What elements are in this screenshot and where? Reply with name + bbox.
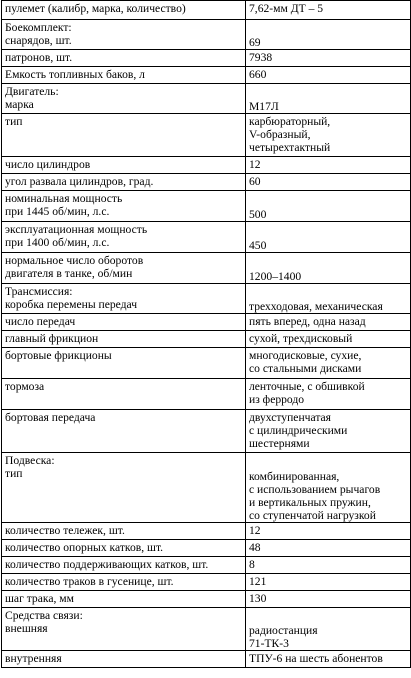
specs-table (1, 0, 411, 668)
row-label: бортовая передача (2, 410, 246, 453)
row-value: ленточные, с обшивкой из ферродо (246, 379, 411, 410)
table-row (2, 174, 411, 191)
row-label: количество тележек, шт. (2, 523, 246, 540)
table-row (2, 540, 411, 557)
table-row (2, 453, 411, 523)
table-row (2, 84, 411, 114)
table-row (2, 591, 411, 608)
row-label: Боекомплект: снарядов, шт. (2, 20, 246, 50)
row-label: главный фрикцион (2, 331, 246, 348)
row-value: двухступенчатая с цилиндрическими шестернями (246, 410, 411, 453)
row-value: радиостанция 71-ТК-3 (246, 608, 411, 651)
row-value: трехходовая, механическая (246, 284, 411, 314)
row-value: сухой, трехдисковый (246, 331, 411, 348)
row-label: Трансмиссия: коробка перемены передач (2, 284, 246, 314)
table-row (2, 67, 411, 84)
row-label: Емкость топливных баков, л (2, 67, 246, 84)
table-row (2, 523, 411, 540)
row-label: пулемет (калибр, марка, количество) (2, 1, 246, 20)
row-value: пять вперед, одна назад (246, 314, 411, 331)
table-row (2, 410, 411, 453)
row-value: 130 (246, 591, 411, 608)
table-row (2, 1, 411, 20)
row-value: 121 (246, 574, 411, 591)
row-label: внутренняя (2, 651, 246, 668)
table-row (2, 557, 411, 574)
row-label: номинальная мощность при 1445 об/мин, л.с. (2, 191, 246, 222)
row-label: эксплуатационная мощность при 1400 об/мин, л.с. (2, 222, 246, 253)
table-row (2, 191, 411, 222)
row-label: тормоза (2, 379, 246, 410)
row-value: 8 (246, 557, 411, 574)
row-label: количество траков в гусенице, шт. (2, 574, 246, 591)
row-label: количество поддерживающих катков, шт. (2, 557, 246, 574)
row-value: 7,62-мм ДТ – 5 (246, 1, 411, 20)
row-value: 12 (246, 157, 411, 174)
table-row (2, 331, 411, 348)
table-row (2, 608, 411, 651)
row-label: Средства связи: внешняя (2, 608, 246, 651)
row-label: нормальное число оборотов двигателя в танке, об/мин (2, 253, 246, 284)
row-value: 7938 (246, 50, 411, 67)
row-value: 1200–1400 (246, 253, 411, 284)
row-label: количество опорных катков, шт. (2, 540, 246, 557)
row-value: ТПУ-6 на шесть абонентов (246, 651, 411, 668)
row-value: многодисковые, сухие, со стальными дисками (246, 348, 411, 379)
row-value: комбинированная, с использованием рычагов и вертикальных пружин, со ступенчатой нагрузкой (246, 453, 411, 523)
row-label: число цилиндров (2, 157, 246, 174)
row-value: 450 (246, 222, 411, 253)
row-label: патронов, шт. (2, 50, 246, 67)
row-value: 12 (246, 523, 411, 540)
table-row (2, 284, 411, 314)
row-label: Подвеска: тип (2, 453, 246, 523)
row-value: 660 (246, 67, 411, 84)
row-label: число передач (2, 314, 246, 331)
table-row (2, 222, 411, 253)
table-row (2, 651, 411, 668)
row-label: тип (2, 114, 246, 157)
row-label: шаг трака, мм (2, 591, 246, 608)
row-value: М17Л (246, 84, 411, 114)
table-row (2, 157, 411, 174)
table-row (2, 20, 411, 50)
row-value: 69 (246, 20, 411, 50)
table-row (2, 379, 411, 410)
table-row (2, 348, 411, 379)
table-row (2, 114, 411, 157)
row-label: Двигатель: марка (2, 84, 246, 114)
table-row (2, 574, 411, 591)
table-row (2, 253, 411, 284)
row-value: карбюраторный, V-образный, четырехтактный (246, 114, 411, 157)
row-label: угол развала цилиндров, град. (2, 174, 246, 191)
table-row (2, 314, 411, 331)
row-value: 500 (246, 191, 411, 222)
row-label: бортовые фрикционы (2, 348, 246, 379)
row-value: 48 (246, 540, 411, 557)
table-row (2, 50, 411, 67)
row-value: 60 (246, 174, 411, 191)
